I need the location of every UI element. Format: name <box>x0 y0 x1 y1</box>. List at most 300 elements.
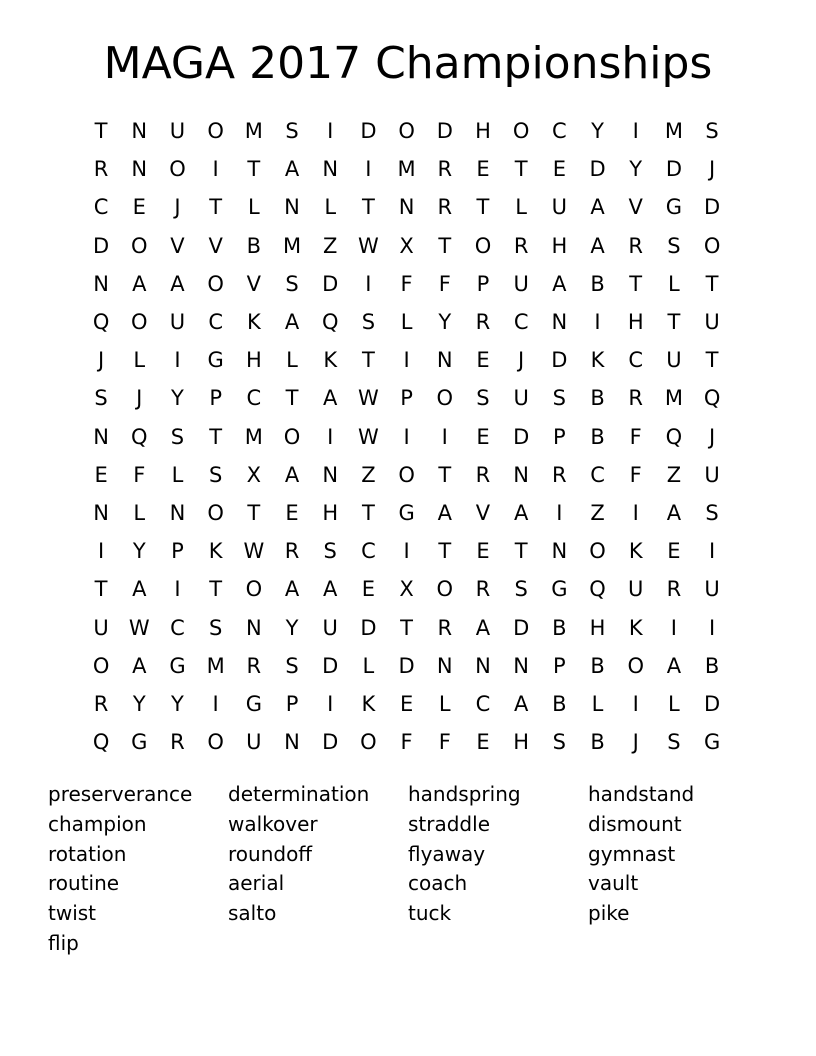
grid-letter: A <box>437 500 452 525</box>
grid-letter: M <box>206 653 225 678</box>
grid-letter: L <box>400 310 413 335</box>
grid-letter: L <box>515 195 527 220</box>
grid-letter: Q <box>703 386 721 411</box>
grid-letter: T <box>438 462 452 487</box>
grid-letter: M <box>244 424 263 449</box>
grid-letter: J <box>708 157 716 182</box>
grid-letter: L <box>668 271 680 296</box>
word-list-item: straddle <box>408 811 490 836</box>
grid-letter: J <box>174 195 181 220</box>
grid-letter: O <box>207 730 224 755</box>
grid-letter: Y <box>285 615 299 640</box>
grid-letter: I <box>327 119 334 144</box>
grid-letter: E <box>285 500 299 525</box>
word-list-item: twist <box>48 901 97 926</box>
grid-letter: T <box>705 348 719 373</box>
grid-letter: I <box>174 577 181 602</box>
grid-letter: T <box>247 157 261 182</box>
grid-letter: E <box>94 462 108 487</box>
grid-letter: B <box>246 233 262 258</box>
grid-letter: C <box>552 119 567 144</box>
grid-row <box>82 723 732 761</box>
grid-letter: A <box>284 310 300 335</box>
grid-letter: K <box>628 615 643 640</box>
grid-row <box>82 494 732 532</box>
word-list-item: aerial <box>228 871 285 896</box>
grid-letter: A <box>590 195 605 220</box>
grid-letter: C <box>628 348 644 373</box>
grid-letter: R <box>437 615 453 640</box>
word-list-item: tuck <box>408 901 452 926</box>
grid-letter: S <box>285 271 299 296</box>
grid-letter: Q <box>92 310 110 335</box>
grid-letter: R <box>628 386 644 411</box>
grid-letter: D <box>360 615 377 640</box>
grid-letter: Q <box>665 424 683 449</box>
word-list-item: walkover <box>228 811 318 836</box>
grid-letter: B <box>704 653 720 678</box>
grid-letter: H <box>589 615 606 640</box>
grid-letter: G <box>551 577 568 602</box>
grid-letter: X <box>246 462 262 487</box>
grid-letter: D <box>398 653 415 678</box>
word-list-item: dismount <box>588 811 682 836</box>
grid-letter: D <box>704 195 721 220</box>
grid-letter: T <box>514 539 528 564</box>
grid-row <box>82 341 732 379</box>
grid-letter: R <box>170 730 185 755</box>
grid-letter: S <box>667 233 681 258</box>
grid-letter: L <box>247 195 260 220</box>
grid-letter: T <box>361 500 375 525</box>
grid-letter: I <box>327 424 334 449</box>
word-list-item: gymnast <box>588 841 676 866</box>
grid-letter: I <box>97 539 105 564</box>
grid-letter: J <box>632 730 639 755</box>
grid-letter: K <box>323 348 338 373</box>
grid-letter: E <box>399 691 414 716</box>
grid-letter: R <box>628 233 644 258</box>
word-list-item: salto <box>228 901 277 926</box>
grid-letter: N <box>93 500 109 525</box>
grid-letter: K <box>246 310 261 335</box>
grid-letter: U <box>704 310 720 335</box>
grid-letter: C <box>590 462 605 487</box>
letter-grid <box>82 112 732 761</box>
grid-letter: V <box>246 271 262 296</box>
grid-letter: X <box>399 233 414 258</box>
word-list-item: champion <box>48 811 147 836</box>
grid-letter: N <box>322 462 339 487</box>
grid-letter: V <box>628 195 643 220</box>
grid-letter: I <box>556 500 563 525</box>
grid-letter: S <box>285 653 299 678</box>
grid-letter: J <box>97 348 105 373</box>
grid-letter: G <box>665 195 683 220</box>
grid-letter: D <box>513 424 530 449</box>
grid-letter: U <box>513 271 529 296</box>
grid-letter: K <box>361 691 376 716</box>
grid-letter: D <box>436 119 453 144</box>
grid-row <box>82 532 732 570</box>
grid-letter: T <box>209 195 223 220</box>
grid-letter: Q <box>589 577 606 602</box>
grid-letter: H <box>475 119 491 144</box>
grid-letter: I <box>365 271 372 296</box>
grid-letter: Q <box>131 424 148 449</box>
grid-letter: L <box>591 691 604 716</box>
grid-letter: F <box>400 730 413 755</box>
grid-letter: U <box>169 310 186 335</box>
word-list-item: roundoff <box>228 841 313 866</box>
grid-letter: N <box>93 424 109 449</box>
grid-letter: Y <box>438 310 452 335</box>
word-list-item: handstand <box>588 782 695 806</box>
grid-letter: P <box>553 653 566 678</box>
grid-letter: F <box>400 271 413 296</box>
grid-letter: I <box>632 500 639 525</box>
grid-row <box>82 418 732 456</box>
grid-letter: W <box>358 386 379 411</box>
word-list-item: pike <box>588 901 630 926</box>
grid-letter: Z <box>323 233 338 258</box>
grid-letter: O <box>703 233 721 258</box>
grid-letter: E <box>552 157 566 182</box>
grid-letter: X <box>399 577 414 602</box>
grid-letter: W <box>358 424 379 449</box>
grid-letter: R <box>475 462 491 487</box>
grid-letter: I <box>632 691 639 716</box>
grid-letter: E <box>476 730 490 755</box>
grid-letter: S <box>552 730 567 755</box>
grid-row <box>82 112 732 150</box>
grid-letter: T <box>209 424 223 449</box>
grid-letter: S <box>94 386 108 411</box>
grid-row <box>82 685 732 723</box>
grid-letter: N <box>475 653 491 678</box>
grid-row <box>82 456 732 494</box>
grid-letter: L <box>668 691 680 716</box>
grid-letter: R <box>475 577 491 602</box>
grid-letter: S <box>170 424 185 449</box>
grid-letter: A <box>552 271 567 296</box>
grid-letter: T <box>667 310 681 335</box>
grid-letter: R <box>284 539 300 564</box>
grid-row <box>82 265 732 303</box>
grid-letter: U <box>169 119 186 144</box>
grid-letter: R <box>437 195 453 220</box>
page-title: MAGA 2017 Championships <box>103 38 713 89</box>
grid-letter: N <box>93 271 109 296</box>
grid-letter: D <box>589 157 606 182</box>
grid-letter: A <box>323 386 338 411</box>
grid-letter: A <box>284 462 300 487</box>
grid-letter: D <box>513 615 530 640</box>
grid-letter: Z <box>666 462 682 487</box>
word-list-item: rotation <box>48 841 127 866</box>
grid-letter: O <box>131 233 148 258</box>
grid-letter: E <box>476 348 490 373</box>
grid-letter: B <box>590 424 605 449</box>
grid-letter: D <box>551 348 568 373</box>
grid-letter: R <box>513 233 529 258</box>
grid-letter: R <box>437 157 453 182</box>
grid-letter: H <box>551 233 568 258</box>
grid-row <box>82 188 732 226</box>
grid-letter: G <box>207 348 224 373</box>
grid-letter: N <box>169 500 186 525</box>
grid-letter: Z <box>361 462 376 487</box>
grid-letter: L <box>362 653 375 678</box>
word-list-item: flip <box>48 930 79 955</box>
grid-letter: E <box>476 539 490 564</box>
grid-letter: T <box>285 386 299 411</box>
grid-letter: B <box>590 653 605 678</box>
grid-letter: D <box>704 691 721 716</box>
grid-letter: B <box>590 730 605 755</box>
grid-letter: S <box>285 119 299 144</box>
grid-letter: A <box>170 271 185 296</box>
grid-letter: O <box>436 386 454 411</box>
grid-letter: V <box>208 233 223 258</box>
grid-letter: A <box>132 271 147 296</box>
grid-letter: N <box>398 195 415 220</box>
grid-letter: R <box>246 653 262 678</box>
grid-letter: T <box>94 577 108 602</box>
grid-letter: C <box>513 310 529 335</box>
word-list-item: handspring <box>408 782 521 806</box>
grid-letter: K <box>208 539 223 564</box>
grid-letter: I <box>632 119 639 144</box>
word-list-item: routine <box>48 871 120 896</box>
grid-letter: J <box>708 424 716 449</box>
grid-letter: U <box>704 577 720 602</box>
grid-letter: I <box>174 348 181 373</box>
grid-letter: M <box>664 386 683 411</box>
grid-letter: L <box>133 348 146 373</box>
grid-letter: Y <box>132 539 146 564</box>
grid-letter: J <box>518 348 525 373</box>
grid-letter: N <box>245 615 262 640</box>
grid-letter: M <box>397 157 416 182</box>
grid-letter: I <box>708 615 716 640</box>
word-list-item: determination <box>228 782 370 806</box>
grid-letter: G <box>703 730 721 755</box>
grid-letter: I <box>403 424 410 449</box>
grid-letter: O <box>398 119 415 144</box>
grid-letter: E <box>361 577 376 602</box>
grid-letter: U <box>246 730 262 755</box>
grid-letter: I <box>441 424 448 449</box>
grid-letter: D <box>93 233 110 258</box>
grid-letter: A <box>323 577 338 602</box>
grid-letter: T <box>629 271 643 296</box>
grid-letter: N <box>131 157 148 182</box>
grid-letter: U <box>666 348 682 373</box>
grid-letter: T <box>514 157 528 182</box>
grid-letter: O <box>512 119 530 144</box>
grid-letter: S <box>361 310 376 335</box>
grid-letter: A <box>513 691 529 716</box>
grid-letter: P <box>285 691 299 716</box>
grid-letter: E <box>476 157 490 182</box>
grid-letter: U <box>551 195 568 220</box>
grid-letter: T <box>438 233 452 258</box>
grid-letter: O <box>627 653 644 678</box>
grid-letter: L <box>324 195 337 220</box>
grid-letter: I <box>365 157 372 182</box>
grid-letter: D <box>665 157 682 182</box>
grid-letter: S <box>514 577 528 602</box>
grid-letter: L <box>286 348 298 373</box>
grid-letter: S <box>705 119 719 144</box>
grid-letter: A <box>666 653 682 678</box>
grid-letter: S <box>705 500 719 525</box>
grid-letter: P <box>476 271 490 296</box>
grid-letter: R <box>552 462 567 487</box>
grid-letter: Y <box>591 119 604 144</box>
grid-letter: R <box>475 310 491 335</box>
grid-letter: I <box>212 157 219 182</box>
grid-letter: O <box>92 653 110 678</box>
grid-letter: A <box>284 157 300 182</box>
word-list-item: flyaway <box>408 841 486 866</box>
grid-letter: I <box>594 310 601 335</box>
grid-letter: S <box>208 462 223 487</box>
grid-letter: H <box>513 730 530 755</box>
grid-letter: C <box>361 539 376 564</box>
grid-letter: S <box>667 730 681 755</box>
grid-letter: F <box>629 462 642 487</box>
grid-letter: I <box>403 348 410 373</box>
grid-letter: S <box>323 539 337 564</box>
grid-letter: I <box>708 539 716 564</box>
grid-letter: N <box>513 462 530 487</box>
grid-letter: S <box>208 615 223 640</box>
grid-letter: B <box>552 691 567 716</box>
grid-letter: O <box>207 500 224 525</box>
grid-letter: K <box>628 539 643 564</box>
grid-letter: T <box>438 539 452 564</box>
grid-letter: C <box>475 691 491 716</box>
grid-letter: I <box>212 691 219 716</box>
grid-letter: R <box>666 577 682 602</box>
grid-letter: S <box>552 386 567 411</box>
grid-letter: L <box>133 500 146 525</box>
grid-letter: V <box>170 233 185 258</box>
grid-letter: W <box>128 615 150 640</box>
word-list <box>48 780 788 959</box>
grid-letter: S <box>476 386 490 411</box>
grid-letter: V <box>475 500 491 525</box>
grid-letter: K <box>590 348 605 373</box>
grid-letter: J <box>136 386 143 411</box>
grid-letter: W <box>243 539 265 564</box>
grid-letter: A <box>513 500 529 525</box>
grid-letter: G <box>169 653 186 678</box>
grid-letter: U <box>322 615 338 640</box>
grid-letter: I <box>403 539 410 564</box>
grid-letter: B <box>552 615 567 640</box>
grid-letter: O <box>169 157 186 182</box>
grid-letter: F <box>133 462 146 487</box>
grid-letter: E <box>667 539 681 564</box>
grid-letter: Z <box>590 500 605 525</box>
grid-letter: C <box>208 310 223 335</box>
grid-letter: O <box>207 119 224 144</box>
grid-letter: T <box>361 348 375 373</box>
grid-letter: N <box>551 310 568 335</box>
grid-row <box>82 608 732 646</box>
word-list-item: coach <box>408 871 468 896</box>
grid-letter: N <box>131 119 148 144</box>
grid-letter: H <box>245 348 262 373</box>
grid-letter: P <box>400 386 413 411</box>
grid-letter: T <box>400 615 413 640</box>
grid-letter: M <box>282 233 302 258</box>
grid-letter: N <box>436 653 453 678</box>
grid-letter: M <box>664 119 683 144</box>
grid-row <box>82 227 732 265</box>
grid-letter: O <box>398 462 415 487</box>
grid-letter: R <box>93 691 109 716</box>
grid-letter: E <box>476 424 490 449</box>
grid-letter: O <box>207 271 224 296</box>
grid-letter: I <box>670 615 677 640</box>
grid-letter: O <box>436 577 454 602</box>
grid-letter: H <box>322 500 339 525</box>
grid-row <box>82 303 732 341</box>
grid-letter: G <box>245 691 262 716</box>
grid-letter: I <box>327 691 334 716</box>
grid-letter: U <box>628 577 644 602</box>
grid-letter: N <box>284 730 300 755</box>
grid-letter: C <box>93 195 109 220</box>
grid-letter: D <box>322 271 339 296</box>
grid-letter: L <box>171 462 184 487</box>
grid-letter: P <box>553 424 566 449</box>
grid-letter: F <box>629 424 642 449</box>
grid-letter: F <box>438 730 451 755</box>
grid-letter: N <box>513 653 530 678</box>
grid-letter: G <box>398 500 415 525</box>
grid-letter: N <box>436 348 453 373</box>
grid-letter: A <box>284 577 300 602</box>
grid-letter: M <box>244 119 263 144</box>
grid-letter: T <box>476 195 490 220</box>
grid-letter: B <box>590 271 605 296</box>
grid-letter: C <box>170 615 185 640</box>
grid-letter: P <box>171 539 184 564</box>
grid-letter: A <box>590 233 605 258</box>
grid-letter: O <box>360 730 377 755</box>
grid-letter: W <box>358 233 379 258</box>
grid-letter: T <box>247 500 261 525</box>
grid-letter: D <box>360 119 377 144</box>
grid-letter: U <box>513 386 529 411</box>
grid-letter: Y <box>629 157 643 182</box>
grid-letter: O <box>474 233 492 258</box>
grid-row <box>82 379 732 417</box>
grid-row <box>82 150 732 188</box>
grid-letter: Q <box>92 730 110 755</box>
grid-letter: T <box>209 577 223 602</box>
grid-letter: A <box>132 577 147 602</box>
grid-letter: C <box>246 386 262 411</box>
grid-letter: R <box>93 157 109 182</box>
grid-letter: U <box>93 615 109 640</box>
grid-letter: N <box>284 195 300 220</box>
